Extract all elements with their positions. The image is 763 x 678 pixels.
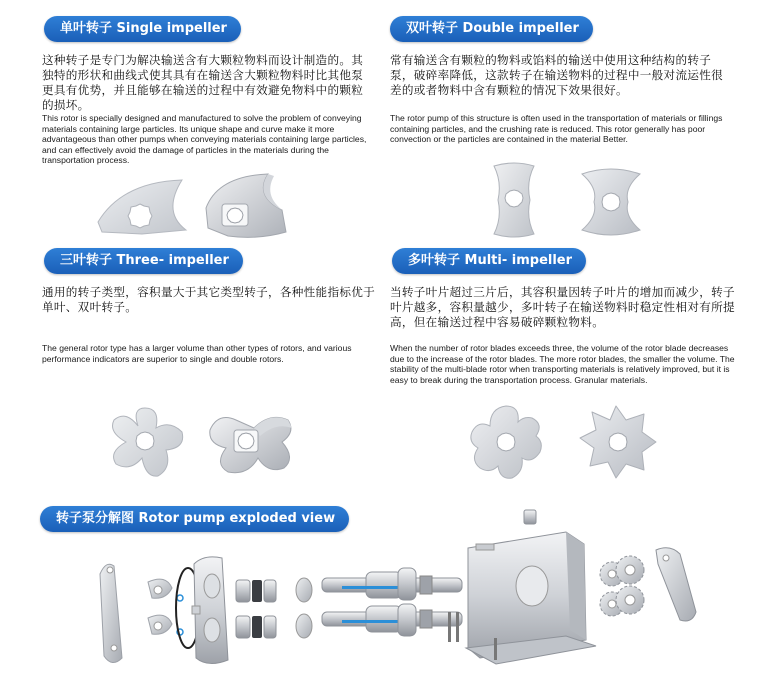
single-impeller-rotor-front-image — [92, 172, 192, 242]
multi-impeller-rotor-image-1 — [466, 402, 546, 482]
section-title-single-impeller: 单叶转子 Single impeller — [44, 16, 241, 42]
multi-impeller-description-zh: 当转子叶片超过三片后，其容积量因转子叶片的增加而减少，转子叶片越多，容积量越少，多叶转子在输送物料时稳定性相对有所提高，但在输送过程中容易破碎颗粒物料。 — [390, 285, 735, 329]
double-impeller-rotor-image-2 — [576, 162, 646, 242]
multi-impeller-rotor-image-2 — [578, 402, 658, 482]
three-impeller-description-en: The general rotor type has a larger volume than other types of rotors, and various performance indicators are superior to single and double rotors. — [42, 343, 352, 364]
multi-impeller-description-en: When the number of rotor blades exceeds three, the volume of the rotor blade decreases due to the increase of the rotor blades. The more rotor blades, the smaller the volume. The stability of the multi-blade rotor when transporting materials is relatively improved, but it is easy to break during the transportation process. Granular materials. — [390, 343, 735, 385]
double-impeller-rotor-image-1 — [484, 160, 544, 240]
section-title-three-impeller: 三叶转子 Three- impeller — [44, 248, 243, 274]
double-impeller-description-en: The rotor pump of this structure is often used in the transportation of materials or fillings containing particles, and the crushing rate is reduced. This rotor generally has poor convection or the particles are contained in the material Better. — [390, 113, 723, 145]
section-title-multi-impeller: 多叶转子 Multi- impeller — [392, 248, 586, 274]
single-impeller-description-zh: 这种转子是专门为解决输送含有大颗粒物料而设计制造的。其独特的形状和曲线式使其具有在输送含大颗粒物料时比其他泵更具有优势，并且能够在输送的过程中有效避免物料中的颗粒的损坏。 — [42, 53, 364, 112]
three-impeller-description-zh: 通用的转子类型，容积量大于其它类型转子，各种性能指标优于单叶、双叶转子。 — [42, 285, 376, 314]
single-impeller-rotor-3d-image — [198, 168, 298, 244]
section-title-double-impeller: 双叶转子 Double impeller — [390, 16, 593, 42]
single-impeller-description-en: This rotor is specially designed and manufactured to solve the problem of conveying materials containing large particles. Its unique shape and curve make it more advantageous than other pumps when conveying materials containing large particles, and can effectively avoid the damage of particles in the materials during the transportation process. — [42, 113, 367, 166]
three-impeller-rotor-front-image — [100, 402, 190, 482]
rotor-pump-exploded-view-image — [96, 508, 716, 674]
double-impeller-description-zh: 常有输送含有颗粒的物料或馅料的输送中使用这种结构的转子泵，破碎率降低，这款转子在输送物料的过程中一般对流运性很差的或者物料中含有颗粒的情况下效果很好。 — [390, 53, 724, 97]
section-title-exploded-view: 转子泵分解图 Rotor pump exploded view — [40, 506, 349, 532]
three-impeller-rotor-3d-image — [204, 402, 304, 482]
